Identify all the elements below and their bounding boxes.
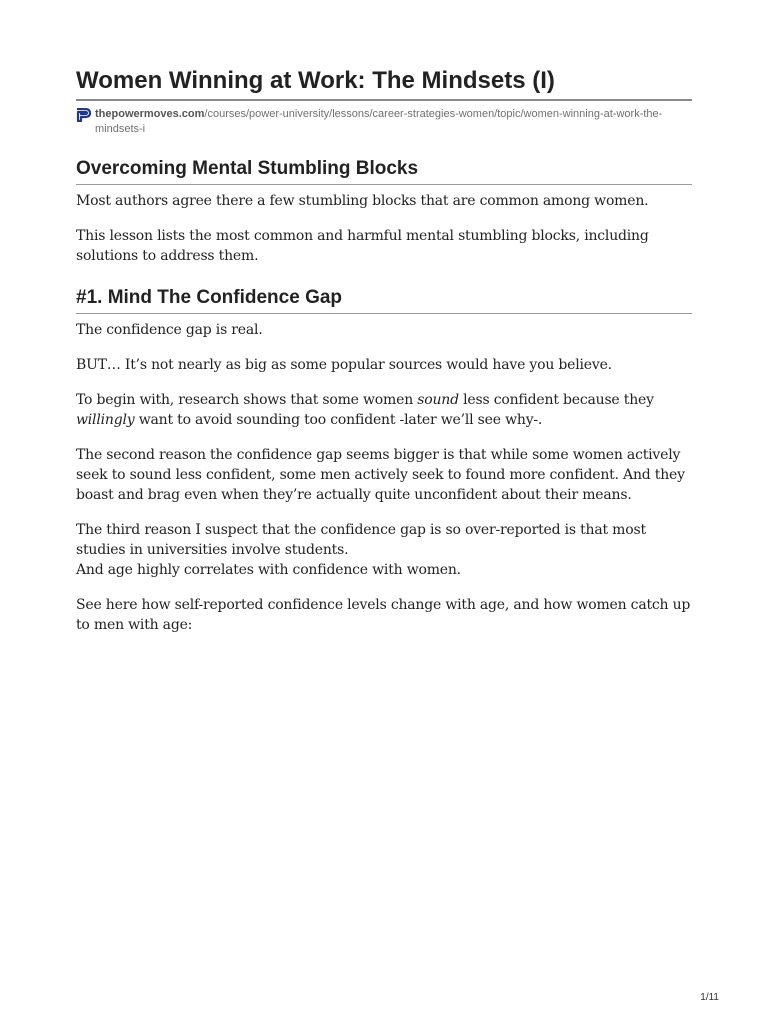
paragraph: The confidence gap is real. <box>76 322 263 338</box>
source-path: /courses/power-university/lessons/career-strategies-women/topic/women-winning-at-work-the-mindsets-i <box>95 108 663 135</box>
text-line: The third reason I suspect that the confidence gap is so over-reported is that most studies in universities involve students. <box>76 522 646 558</box>
paragraph: The second reason the confidence gap seems bigger is that while some women actively seek to sound less confident, some men actively seek to found more confident. And they boast and brag even when they’re actually quite unconfident about their means. <box>76 447 685 503</box>
source-url[interactable] <box>76 107 692 137</box>
emphasis-sound: sound <box>417 392 459 408</box>
text-run: less confident because they <box>458 392 654 408</box>
text-run: want to avoid sounding too confident -later we’ll see why-. <box>134 412 543 428</box>
paragraph: BUT… It’s not nearly as big as some popular sources would have you believe. <box>76 357 612 373</box>
paragraph: Most authors agree there a few stumbling blocks that are common among women. <box>76 193 649 209</box>
paragraph <box>76 520 692 580</box>
paragraph <box>76 390 692 430</box>
text-run: To begin with, research shows that some women <box>76 392 418 408</box>
source-domain: thepowermoves.com <box>95 108 205 120</box>
document-title: Women Winning at Work: The Mindsets (I) <box>76 66 692 101</box>
heading-mind-the-confidence-gap: #1. Mind The Confidence Gap <box>76 286 692 314</box>
emphasis-willingly: willingly <box>76 412 135 428</box>
paragraph: See here how self-reported confidence levels change with age, and how women catch up to men with age: <box>76 597 691 633</box>
page-number: 1/11 <box>700 992 719 1003</box>
heading-overcoming-mental-stumbling-blocks: Overcoming Mental Stumbling Blocks <box>76 157 692 185</box>
paragraph: This lesson lists the most common and harmful mental stumbling blocks, including solutions to address them. <box>76 228 649 264</box>
text-line: And age highly correlates with confidence with women. <box>76 562 461 578</box>
thepowermoves-logo-icon <box>76 108 92 122</box>
source-url-text <box>95 107 692 137</box>
document-page <box>76 66 692 635</box>
